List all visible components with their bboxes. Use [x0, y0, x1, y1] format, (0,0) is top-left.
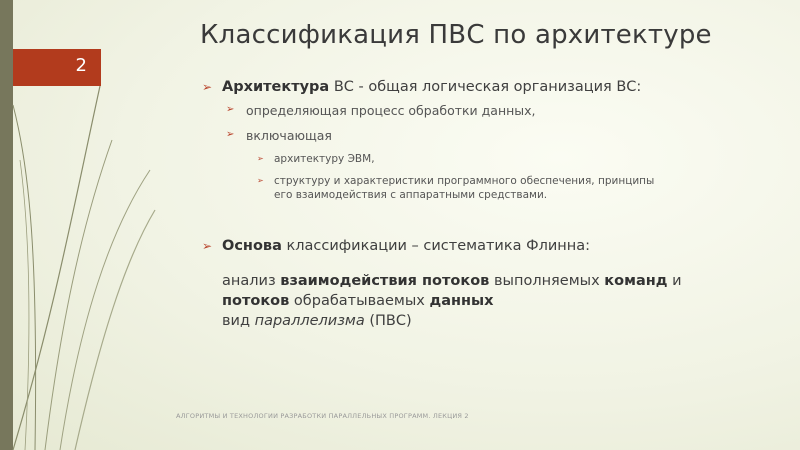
text-fragment: выполняемых	[489, 273, 605, 289]
analysis-line-2	[222, 293, 494, 309]
slide-footer: АЛГОРИТМЫ И ТЕХНОЛОГИИ РАЗРАБОТКИ ПАРАЛЛЕЛЬНЫХ ПРОГРАММ. ЛЕКЦИЯ 2	[176, 412, 469, 420]
bullet-arrow-icon: ➢	[202, 80, 213, 94]
slide-number-badge	[13, 49, 101, 86]
text-fragment: вид	[222, 313, 255, 329]
left-decor-bar	[0, 0, 13, 450]
basis-definition: классификации – систематика Флинна:	[281, 238, 590, 254]
bullet-basis	[222, 238, 590, 254]
bullet-architecture	[222, 79, 641, 95]
sub-bullet-processing: определяющая процесс обработки данных,	[246, 103, 536, 118]
subsub-bullet-software-line2: его взаимодействия с аппаратными средствами.	[274, 189, 548, 201]
bullet-arrow-icon: ➢	[257, 154, 264, 163]
text-fragment: анализ	[222, 273, 281, 289]
subsub-bullet-software-line1: структуру и характеристики программного обеспечения, принципы	[274, 175, 655, 187]
text-bold: команд	[604, 273, 668, 289]
analysis-line-1	[222, 273, 682, 289]
slide-number: 2	[75, 55, 87, 76]
slide-title: Классификация ПВС по архитектуре	[200, 20, 712, 50]
text-fragment: и	[667, 273, 682, 289]
bullet-arrow-icon: ➢	[226, 104, 235, 115]
bullet-arrow-icon: ➢	[226, 129, 235, 140]
text-fragment: обрабатываемых	[289, 293, 430, 309]
architecture-definition: ВС - общая логическая организация ВС:	[329, 79, 642, 95]
basis-term: Основа	[222, 238, 282, 254]
text-bold: взаимодействия потоков	[280, 273, 490, 289]
text-fragment: (ПВС)	[364, 313, 412, 329]
subsub-bullet-computer-arch: архитектуру ЭВМ,	[274, 153, 375, 165]
analysis-line-3	[222, 313, 412, 329]
text-bold: данных	[429, 293, 494, 309]
sub-bullet-including: включающая	[246, 128, 332, 143]
bullet-arrow-icon: ➢	[202, 239, 213, 253]
text-italic: параллелизма	[254, 313, 365, 329]
architecture-term: Архитектура	[222, 79, 330, 95]
bullet-arrow-icon: ➢	[257, 176, 264, 185]
text-bold: потоков	[222, 293, 290, 309]
